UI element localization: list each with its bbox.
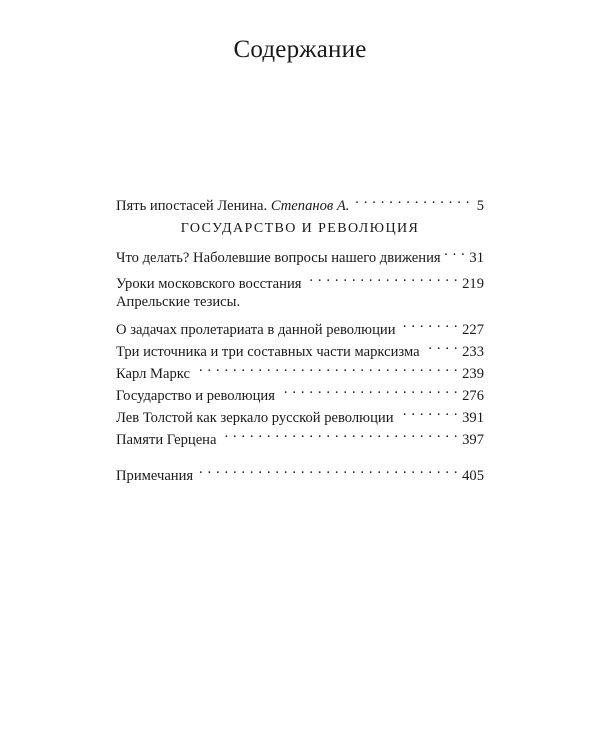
toc-page-number: 391: [462, 410, 484, 426]
dot-leader: [220, 422, 458, 444]
toc-entry-title: Три источника и три составных части марксизма: [116, 344, 420, 360]
toc-page-number: 5: [476, 198, 484, 214]
toc-entry[interactable]: [116, 240, 484, 266]
toc-page-number: 276: [462, 388, 484, 404]
page-title: Содержание: [233, 36, 367, 63]
dot-leader: [445, 240, 466, 262]
toc-page-number: 397: [462, 432, 484, 448]
toc-entry-title: О задачах пролетариата в данной революции: [116, 322, 396, 338]
dot-leader: [305, 266, 458, 288]
toc-page-number: 239: [462, 366, 484, 382]
dot-leader: [424, 334, 459, 356]
toc-page-number: 31: [469, 250, 484, 266]
toc-entry-title: Лев Толстой как зеркало русской революции: [116, 410, 394, 426]
toc-entry-title: Пять ипостасей Ленина. Степанов А.: [116, 198, 350, 214]
toc-entry[interactable]: [116, 266, 484, 292]
toc-entry-multiline[interactable]: [116, 292, 484, 338]
toc-entry-title: Примечания: [116, 468, 194, 484]
dot-leader: [353, 188, 470, 210]
toc-entry-title: Памяти Герцена: [116, 432, 217, 448]
dot-leader: [398, 400, 459, 422]
toc-entry-title: Что делать? Наболевшие вопросы нашего движения: [116, 250, 441, 266]
toc-page-number: 405: [462, 468, 484, 484]
toc-page-number: 227: [462, 322, 484, 338]
toc-page-number: 233: [462, 344, 484, 360]
toc-entry-notes[interactable]: [116, 458, 484, 484]
dot-leader: [279, 378, 458, 400]
toc-entry-title-line1: Апрельские тезисы.: [116, 294, 241, 310]
toc-entry-title: Уроки московского восстания: [116, 276, 302, 292]
dot-leader: [400, 312, 459, 334]
toc-page-number: 219: [462, 276, 484, 292]
toc-entry-title: Карл Маркс: [116, 366, 191, 382]
toc-entry-author: Степанов А.: [270, 198, 350, 214]
dot-leader: [194, 356, 458, 378]
toc-entry-intro[interactable]: [116, 188, 484, 214]
table-of-contents: [116, 188, 484, 484]
dot-leader: [197, 458, 458, 480]
toc-entry-title: Государство и революция: [116, 388, 275, 404]
section-heading: ГОСУДАРСТВО И РЕВОЛЮЦИЯ: [180, 221, 420, 236]
